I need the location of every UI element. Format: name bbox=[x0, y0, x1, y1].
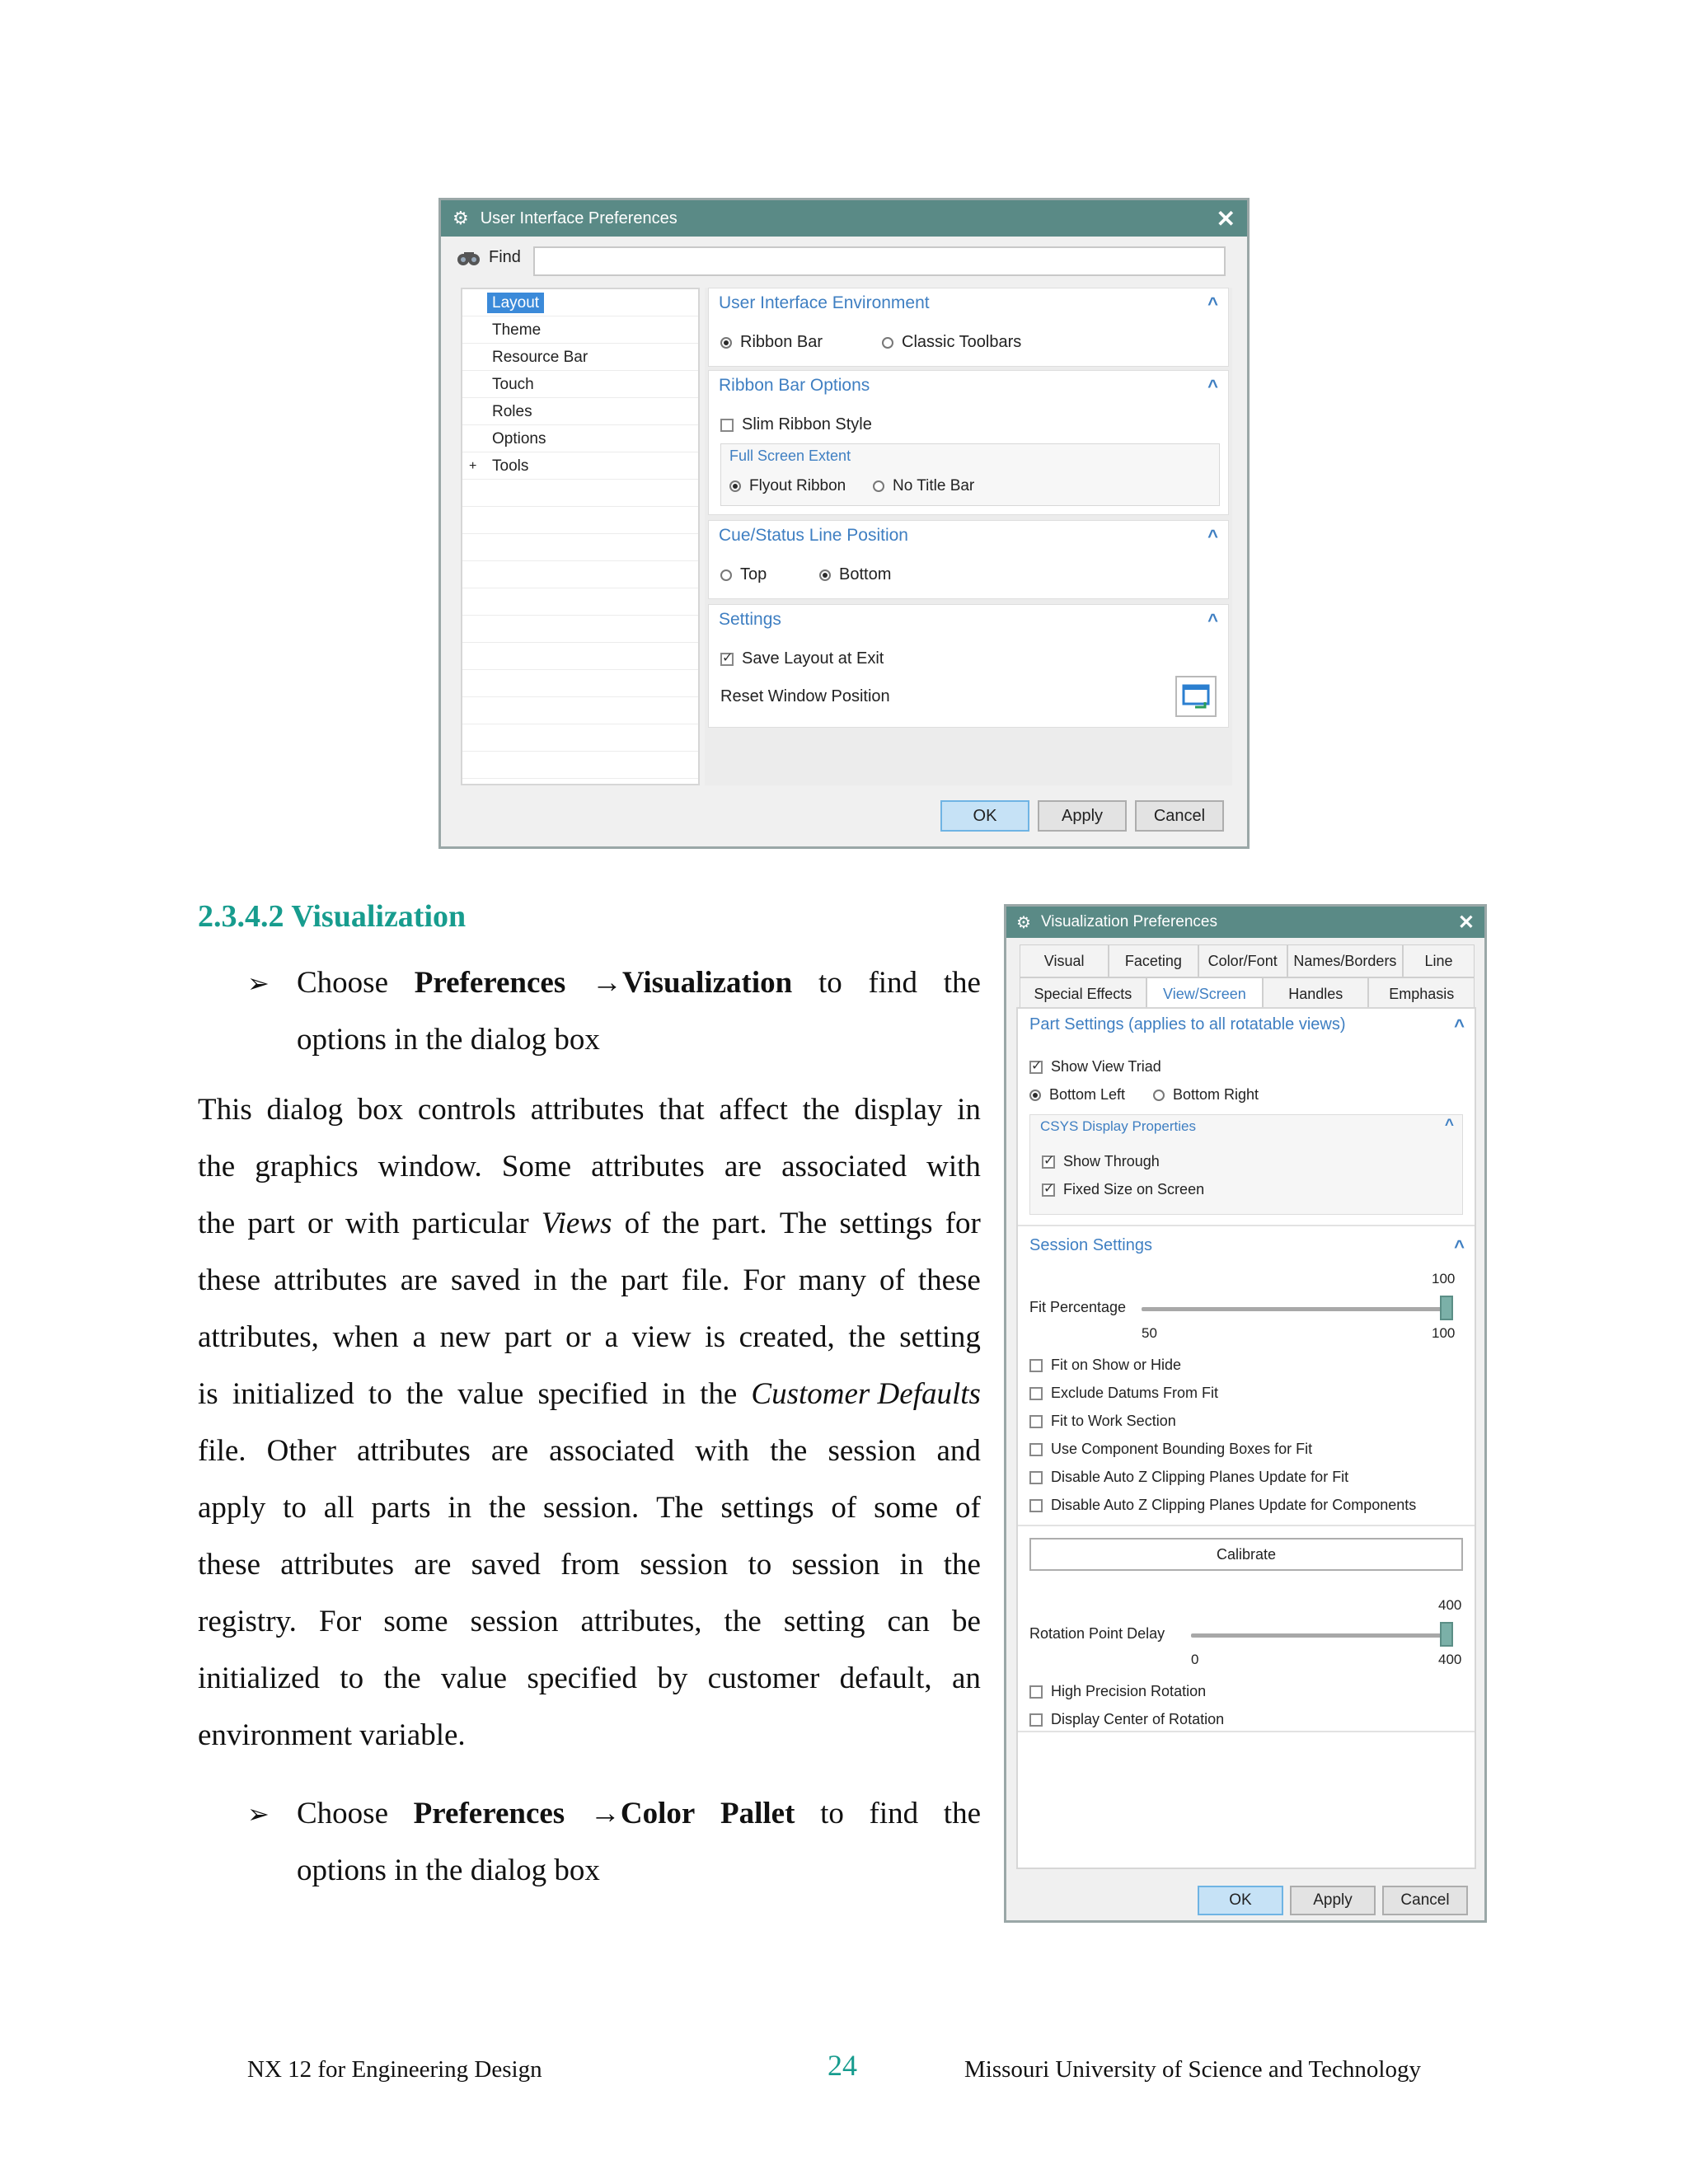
slim-ribbon-checkbox[interactable]: Slim Ribbon Style bbox=[720, 415, 872, 434]
setting-checkbox-row[interactable] bbox=[1029, 1683, 1206, 1700]
paragraph-word: settings bbox=[839, 1207, 933, 1240]
paragraph-word: by bbox=[657, 1661, 688, 1695]
paragraph-word: value bbox=[457, 1377, 524, 1411]
paragraph-word: The bbox=[656, 1491, 704, 1525]
tree-empty-row bbox=[462, 507, 698, 534]
visualization-preferences-dialog bbox=[1004, 904, 1487, 1923]
paragraph-line bbox=[198, 1195, 981, 1252]
paragraph-word: the bbox=[662, 1207, 700, 1240]
paragraph-word: in bbox=[533, 1263, 557, 1297]
paragraph-word: file. bbox=[198, 1434, 246, 1468]
paragraph-line bbox=[198, 1650, 981, 1707]
paragraph-word: with bbox=[926, 1150, 981, 1183]
section-title: Ribbon Bar Options bbox=[719, 376, 870, 395]
apply-button[interactable]: Apply bbox=[1290, 1886, 1376, 1915]
bullet-word: find bbox=[868, 966, 918, 1000]
paragraph-word: are bbox=[724, 1150, 762, 1183]
checkbox[interactable] bbox=[1029, 1061, 1043, 1074]
paragraph-word: graphics bbox=[255, 1150, 359, 1183]
paragraph-word: For bbox=[318, 1605, 362, 1638]
fit-min-label: 50 bbox=[1142, 1325, 1157, 1341]
paragraph-word: to bbox=[368, 1377, 392, 1411]
paragraph-word: of bbox=[955, 1491, 981, 1525]
tab-view-screen[interactable]: View/Screen bbox=[1146, 977, 1263, 1010]
paragraph-word: the bbox=[570, 1263, 608, 1297]
group-title: Full Screen Extent bbox=[729, 448, 851, 464]
paragraph-word: all bbox=[323, 1491, 354, 1525]
paragraph-word: saved bbox=[450, 1263, 521, 1297]
paragraph-word: attributes bbox=[591, 1150, 705, 1183]
body-paragraph bbox=[198, 1081, 981, 1764]
bullet-visualization bbox=[247, 954, 981, 1068]
paragraph-word: to bbox=[748, 1548, 772, 1582]
csys-display-group bbox=[1029, 1114, 1463, 1215]
top-radio[interactable]: Top bbox=[720, 565, 767, 584]
paragraph-word: setting bbox=[783, 1605, 865, 1638]
radio-button[interactable] bbox=[720, 337, 732, 349]
paragraph-word: saved bbox=[471, 1548, 541, 1582]
footer-left: NX 12 for Engineering Design bbox=[247, 2056, 542, 2083]
rotation-min-label: 0 bbox=[1191, 1652, 1199, 1667]
paragraph-word: or bbox=[307, 1207, 333, 1240]
paragraph-word: the bbox=[943, 1548, 981, 1582]
paragraph-word: be bbox=[951, 1605, 981, 1638]
paragraph-word: controls bbox=[417, 1093, 517, 1127]
preferences-tree bbox=[461, 288, 700, 785]
paragraph-word: a bbox=[412, 1320, 426, 1354]
paragraph-word: these bbox=[198, 1548, 261, 1582]
paragraph-line bbox=[198, 1366, 981, 1422]
bullet-word: →Visualization bbox=[591, 966, 793, 1000]
layout-settings-panel bbox=[705, 288, 1232, 785]
paragraph-word: attributes bbox=[274, 1263, 387, 1297]
paragraph-word: of bbox=[624, 1207, 650, 1240]
tree-empty-row bbox=[462, 588, 698, 616]
paragraph-line bbox=[198, 1593, 981, 1650]
ribbon-bar-options-section bbox=[708, 370, 1229, 515]
bullet-word: Choose bbox=[297, 1797, 388, 1830]
bullet-word: find bbox=[869, 1797, 919, 1830]
paragraph-word: is bbox=[705, 1320, 725, 1354]
paragraph-word: from bbox=[560, 1548, 621, 1582]
tree-empty-row bbox=[462, 752, 698, 779]
ui-dialog-titlebar bbox=[441, 200, 1247, 237]
checkbox[interactable] bbox=[1029, 1387, 1043, 1400]
paragraph-word: registry. bbox=[198, 1605, 297, 1638]
paragraph-word: the bbox=[198, 1150, 236, 1183]
rotation-max-label: 400 bbox=[1438, 1652, 1462, 1667]
reset-window-button[interactable] bbox=[1175, 676, 1217, 717]
paragraph-word: Customer Defaults bbox=[751, 1377, 981, 1411]
checkbox[interactable] bbox=[1029, 1685, 1043, 1699]
radio-button[interactable] bbox=[819, 569, 831, 581]
checkbox[interactable] bbox=[1029, 1415, 1043, 1428]
paragraph-word: initialized bbox=[198, 1661, 320, 1695]
paragraph-line bbox=[198, 1479, 981, 1536]
chevron-up-icon[interactable]: ^ bbox=[1454, 1236, 1465, 1257]
viz-dialog-title: Visualization Preferences bbox=[1040, 913, 1217, 930]
radio-button[interactable] bbox=[1153, 1090, 1165, 1101]
bullet-word: the bbox=[943, 966, 981, 1000]
paragraph-word: Other bbox=[266, 1434, 336, 1468]
paragraph-word: for bbox=[945, 1207, 981, 1240]
paragraph-word: some bbox=[874, 1491, 939, 1525]
tab-row-2 bbox=[1020, 977, 1475, 1010]
save-layout-checkbox[interactable]: ✓ Save Layout at Exit bbox=[720, 649, 884, 668]
fixed-size-checkbox[interactable]: ✓ Fixed Size on Screen bbox=[1042, 1181, 1204, 1198]
chevron-up-icon[interactable]: ^ bbox=[1444, 1117, 1454, 1134]
tree-empty-row bbox=[462, 724, 698, 752]
cue-status-line-section bbox=[708, 520, 1229, 599]
paragraph-word: session bbox=[640, 1548, 729, 1582]
rotation-delay-value: 400 bbox=[1438, 1597, 1462, 1613]
tab-color-font[interactable]: Color/Font bbox=[1198, 944, 1287, 977]
radio-button[interactable] bbox=[882, 337, 893, 349]
paragraph-word: with bbox=[695, 1434, 750, 1468]
paragraph-word: session bbox=[791, 1548, 880, 1582]
checkbox-label: Fit on Show or Hide bbox=[1051, 1357, 1182, 1373]
paragraph-word: some bbox=[383, 1605, 448, 1638]
cancel-button[interactable]: Cancel bbox=[1382, 1886, 1468, 1915]
paragraph-word: display bbox=[854, 1093, 943, 1127]
chevron-up-icon[interactable]: ^ bbox=[1207, 376, 1218, 396]
paragraph-word: created, bbox=[738, 1320, 835, 1354]
paragraph-word: these bbox=[917, 1263, 981, 1297]
chevron-up-icon[interactable]: ^ bbox=[1207, 526, 1218, 546]
tree-empty-row bbox=[462, 616, 698, 643]
fit-percentage-slider-track[interactable] bbox=[1142, 1307, 1447, 1311]
paragraph-word: part bbox=[247, 1207, 295, 1240]
find-row bbox=[456, 248, 521, 267]
bullet-word: to bbox=[820, 1797, 844, 1830]
paragraph-word: the bbox=[770, 1434, 808, 1468]
section-title: Session Settings bbox=[1029, 1236, 1152, 1254]
tree-item-layout[interactable]: Layout bbox=[462, 289, 698, 316]
paragraph-line bbox=[198, 1138, 981, 1195]
paragraph-word: window. bbox=[377, 1150, 482, 1183]
paragraph-word: associated bbox=[781, 1150, 907, 1183]
paragraph-word: is bbox=[198, 1377, 218, 1411]
section-title: Settings bbox=[719, 610, 781, 629]
paragraph-word: many bbox=[798, 1263, 866, 1297]
paragraph-word: This bbox=[198, 1093, 252, 1127]
chevron-up-icon[interactable]: ^ bbox=[1454, 1015, 1465, 1036]
chevron-up-icon[interactable]: ^ bbox=[1207, 610, 1218, 630]
radio-button[interactable] bbox=[873, 480, 884, 492]
checkbox[interactable] bbox=[1029, 1443, 1043, 1456]
bottom-left-radio[interactable]: Bottom Left bbox=[1029, 1086, 1125, 1104]
paragraph-word: that bbox=[659, 1093, 705, 1127]
paragraph-word: attributes bbox=[530, 1093, 645, 1127]
tree-empty-row bbox=[462, 697, 698, 724]
paragraph-word: particular bbox=[411, 1207, 529, 1240]
find-input[interactable] bbox=[533, 246, 1226, 276]
bullet-word: Preferences bbox=[414, 966, 566, 1000]
divider bbox=[1018, 1225, 1475, 1226]
radio-button[interactable] bbox=[729, 480, 741, 492]
paragraph-word: part. bbox=[711, 1207, 767, 1240]
paragraph-line bbox=[198, 1309, 981, 1366]
paragraph-word: these bbox=[198, 1263, 261, 1297]
paragraph-word: environment variable. bbox=[198, 1718, 466, 1752]
bullet-word: Choose bbox=[297, 966, 388, 1000]
paragraph-word: can bbox=[887, 1605, 930, 1638]
group-title: CSYS Display Properties bbox=[1040, 1118, 1196, 1134]
radio-button[interactable] bbox=[1029, 1090, 1041, 1101]
paragraph-word: attributes bbox=[357, 1434, 471, 1468]
close-icon[interactable]: ✕ bbox=[1216, 205, 1236, 232]
paragraph-word: with bbox=[345, 1207, 400, 1240]
bullet-arrow-icon: ➢ bbox=[247, 968, 270, 998]
paragraph-word: attributes bbox=[280, 1548, 394, 1582]
gear-icon: ⚙ bbox=[452, 208, 469, 228]
checkbox[interactable] bbox=[1029, 1359, 1043, 1372]
paragraph-word: apply bbox=[198, 1491, 266, 1525]
paragraph-word: the bbox=[406, 1377, 444, 1411]
paragraph-word: part bbox=[504, 1320, 552, 1354]
setting-checkbox-row[interactable] bbox=[1029, 1441, 1312, 1458]
paragraph-word: of bbox=[879, 1263, 905, 1297]
tree-expander[interactable]: + bbox=[469, 459, 477, 473]
paragraph-word: the bbox=[700, 1377, 738, 1411]
tree-item-theme[interactable]: Theme bbox=[462, 316, 698, 344]
chevron-up-icon[interactable]: ^ bbox=[1207, 293, 1218, 314]
fit-max-label: 100 bbox=[1432, 1325, 1456, 1341]
paragraph-word: Views bbox=[541, 1207, 612, 1240]
paragraph-word: a bbox=[604, 1320, 619, 1354]
checkbox[interactable] bbox=[1029, 1499, 1043, 1512]
paragraph-word: parts bbox=[371, 1491, 431, 1525]
setting-checkbox-row[interactable] bbox=[1029, 1711, 1224, 1728]
paragraph-word: settings bbox=[720, 1491, 814, 1525]
cancel-button[interactable]: Cancel bbox=[1135, 800, 1224, 832]
tree-empty-row bbox=[462, 643, 698, 670]
tree-empty-row bbox=[462, 534, 698, 561]
gear-icon: ⚙ bbox=[1016, 913, 1031, 932]
paragraph-word: an bbox=[951, 1661, 981, 1695]
paragraph-word: in bbox=[662, 1377, 686, 1411]
paragraph-word: are bbox=[414, 1548, 452, 1582]
bullet-word: the bbox=[943, 1797, 981, 1830]
paragraph-word: the bbox=[383, 1661, 421, 1695]
calibrate-button[interactable]: Calibrate bbox=[1029, 1538, 1463, 1571]
close-icon[interactable]: ✕ bbox=[1457, 911, 1475, 934]
setting-checkbox-row[interactable] bbox=[1029, 1413, 1176, 1430]
paragraph-word: setting bbox=[899, 1320, 981, 1354]
paragraph-word: box bbox=[357, 1093, 404, 1127]
paragraph-word: initialized bbox=[232, 1377, 354, 1411]
bullet-text-line bbox=[297, 1796, 981, 1831]
paragraph-word: or bbox=[565, 1320, 591, 1354]
paragraph-line bbox=[198, 1422, 981, 1479]
bottom-radio[interactable]: Bottom bbox=[819, 565, 891, 584]
bullet-word: Pallet bbox=[720, 1797, 795, 1830]
paragraph-word: the bbox=[724, 1605, 762, 1638]
bullet-word: Preferences bbox=[413, 1797, 565, 1830]
viz-dialog-titlebar bbox=[1006, 907, 1484, 938]
paragraph-line bbox=[198, 1707, 981, 1764]
tree-empty-row bbox=[462, 480, 698, 507]
paragraph-word: the bbox=[198, 1207, 236, 1240]
rotation-delay-label: Rotation Point Delay bbox=[1029, 1625, 1165, 1642]
paragraph-word: are bbox=[490, 1434, 528, 1468]
setting-checkbox-row[interactable] bbox=[1029, 1497, 1416, 1514]
paragraph-word: dialog bbox=[266, 1093, 343, 1127]
bullet-text-line: options in the dialog box bbox=[297, 1854, 600, 1887]
tree-empty-row bbox=[462, 670, 698, 697]
paragraph-line bbox=[198, 1252, 981, 1309]
radio-button[interactable] bbox=[720, 569, 732, 581]
paragraph-word: new bbox=[439, 1320, 491, 1354]
paragraph-word: attributes, bbox=[580, 1605, 702, 1638]
classic-toolbars-radio[interactable]: Classic Toolbars bbox=[882, 333, 1021, 352]
setting-checkbox-row[interactable] bbox=[1029, 1357, 1181, 1374]
user-interface-preferences-dialog bbox=[438, 198, 1250, 849]
fit-percentage-label: Fit Percentage bbox=[1029, 1299, 1127, 1315]
show-view-triad-checkbox[interactable]: ✓ Show View Triad bbox=[1029, 1058, 1161, 1076]
paragraph-word: For bbox=[743, 1263, 785, 1297]
paragraph-word: Some bbox=[501, 1150, 572, 1183]
paragraph-word: session. bbox=[543, 1491, 640, 1525]
tab-handles[interactable]: Handles bbox=[1263, 977, 1369, 1010]
find-binoculars-icon bbox=[456, 249, 482, 267]
section-heading: 2.3.4.2 Visualization bbox=[198, 899, 467, 934]
fit-percentage-slider-handle[interactable] bbox=[1440, 1296, 1453, 1320]
paragraph-word: and bbox=[936, 1434, 981, 1468]
checkbox-label: Exclude Datums From Fit bbox=[1051, 1385, 1219, 1401]
paragraph-word: customer bbox=[707, 1661, 820, 1695]
no-title-bar-radio[interactable]: No Title Bar bbox=[873, 477, 974, 495]
reset-window-label: Reset Window Position bbox=[720, 687, 890, 705]
bullet-color-pallet bbox=[247, 1785, 981, 1899]
paragraph-word: default, bbox=[839, 1661, 932, 1695]
tree-item-options[interactable]: Options bbox=[462, 425, 698, 452]
checkbox-label: Use Component Bounding Boxes for Fit bbox=[1051, 1441, 1313, 1457]
bullet-word: →Color bbox=[589, 1797, 696, 1830]
reset-window-icon bbox=[1177, 677, 1215, 715]
tab-line[interactable]: Line bbox=[1403, 944, 1475, 977]
paragraph-word: attributes, bbox=[198, 1320, 319, 1354]
setting-checkbox-row[interactable] bbox=[1029, 1469, 1348, 1486]
apply-button[interactable]: Apply bbox=[1038, 800, 1127, 832]
fit-percentage-value: 100 bbox=[1432, 1271, 1456, 1286]
paragraph-word: when bbox=[332, 1320, 399, 1354]
rotation-delay-slider-handle[interactable] bbox=[1440, 1622, 1453, 1647]
settings-section bbox=[708, 604, 1229, 728]
checkbox[interactable] bbox=[720, 419, 734, 432]
ok-button[interactable]: OK bbox=[940, 800, 1029, 832]
footer-right: Missouri University of Science and Technology bbox=[964, 2056, 1421, 2083]
paragraph-word: view bbox=[631, 1320, 692, 1354]
tab-emphasis[interactable]: Emphasis bbox=[1368, 977, 1475, 1010]
checkbox[interactable] bbox=[1042, 1155, 1055, 1169]
paragraph-line bbox=[198, 1536, 981, 1593]
paragraph-word: session bbox=[470, 1605, 559, 1638]
bullet-word: to bbox=[818, 966, 842, 1000]
paragraph-word: value bbox=[440, 1661, 508, 1695]
checkbox-label: Disable Auto Z Clipping Planes Update for Fit bbox=[1051, 1469, 1349, 1485]
full-screen-extent-group bbox=[720, 443, 1220, 506]
paragraph-word: associated bbox=[549, 1434, 675, 1468]
paragraph-word: are bbox=[400, 1263, 438, 1297]
paragraph-word: in bbox=[448, 1491, 472, 1525]
bottom-right-radio[interactable]: Bottom Right bbox=[1153, 1086, 1259, 1104]
tree-item-touch[interactable]: Touch bbox=[462, 371, 698, 398]
paragraph-word: specified bbox=[527, 1661, 637, 1695]
divider bbox=[1018, 1525, 1475, 1526]
paragraph-word: of bbox=[831, 1491, 857, 1525]
paragraph-word: affect bbox=[719, 1093, 788, 1127]
paragraph-word: in bbox=[957, 1093, 981, 1127]
checkbox[interactable] bbox=[1029, 1471, 1043, 1484]
tree-item-resource-bar[interactable]: Resource Bar bbox=[462, 344, 698, 371]
tab-names-borders[interactable]: Names/Borders bbox=[1287, 944, 1403, 977]
paragraph-word: the bbox=[488, 1491, 527, 1525]
tab-special-effects[interactable]: Special Effects bbox=[1020, 977, 1146, 1010]
divider bbox=[1018, 1731, 1475, 1732]
tab-visual[interactable]: Visual bbox=[1020, 944, 1109, 977]
bullet-text-line bbox=[297, 965, 981, 1001]
ok-button[interactable]: OK bbox=[1198, 1886, 1283, 1915]
show-through-checkbox[interactable]: ✓ Show Through bbox=[1042, 1153, 1160, 1170]
view-screen-panel bbox=[1016, 1007, 1476, 1869]
paragraph-word: the bbox=[848, 1320, 886, 1354]
rotation-delay-slider-track[interactable] bbox=[1191, 1633, 1447, 1638]
tab-row-1 bbox=[1020, 944, 1475, 977]
checkbox-label: High Precision Rotation bbox=[1051, 1683, 1207, 1699]
setting-checkbox-row[interactable] bbox=[1029, 1385, 1218, 1402]
paragraph-word: part bbox=[621, 1263, 668, 1297]
paragraph-word: to bbox=[283, 1491, 307, 1525]
paragraph-line bbox=[198, 1081, 981, 1138]
ui-dialog-title: User Interface Preferences bbox=[480, 209, 678, 227]
tree-empty-row bbox=[462, 561, 698, 588]
section-title: Cue/Status Line Position bbox=[719, 526, 908, 545]
paragraph-word: in bbox=[899, 1548, 924, 1582]
paragraph-word: specified bbox=[537, 1377, 648, 1411]
checkbox[interactable] bbox=[1042, 1183, 1055, 1197]
tree-item-tools[interactable]: + Tools bbox=[462, 452, 698, 480]
bullet-arrow-icon: ➢ bbox=[247, 1798, 270, 1829]
paragraph-word: session bbox=[828, 1434, 917, 1468]
checkbox[interactable] bbox=[720, 653, 734, 666]
paragraph-word: The bbox=[779, 1207, 828, 1240]
checkbox-label: Fit to Work Section bbox=[1051, 1413, 1176, 1429]
section-title: Part Settings (applies to all rotatable views) bbox=[1029, 1015, 1346, 1033]
checkbox-label: Display Center of Rotation bbox=[1051, 1711, 1225, 1727]
paragraph-word: to bbox=[340, 1661, 364, 1695]
tree-item-roles[interactable]: Roles bbox=[462, 398, 698, 425]
paragraph-word: the bbox=[802, 1093, 840, 1127]
tab-faceting[interactable]: Faceting bbox=[1109, 944, 1198, 977]
ribbon-bar-radio[interactable]: Ribbon Bar bbox=[720, 333, 823, 352]
flyout-ribbon-radio[interactable]: Flyout Ribbon bbox=[729, 477, 846, 495]
ui-environment-section bbox=[708, 288, 1229, 367]
paragraph-word: file. bbox=[681, 1263, 730, 1297]
page-number: 24 bbox=[828, 2049, 857, 2082]
section-title: User Interface Environment bbox=[719, 293, 930, 312]
checkbox-label: Disable Auto Z Clipping Planes Update for Components bbox=[1051, 1497, 1417, 1513]
checkbox[interactable] bbox=[1029, 1713, 1043, 1727]
bullet-text-line: options in the dialog box bbox=[297, 1023, 600, 1057]
find-label: Find bbox=[489, 248, 521, 266]
